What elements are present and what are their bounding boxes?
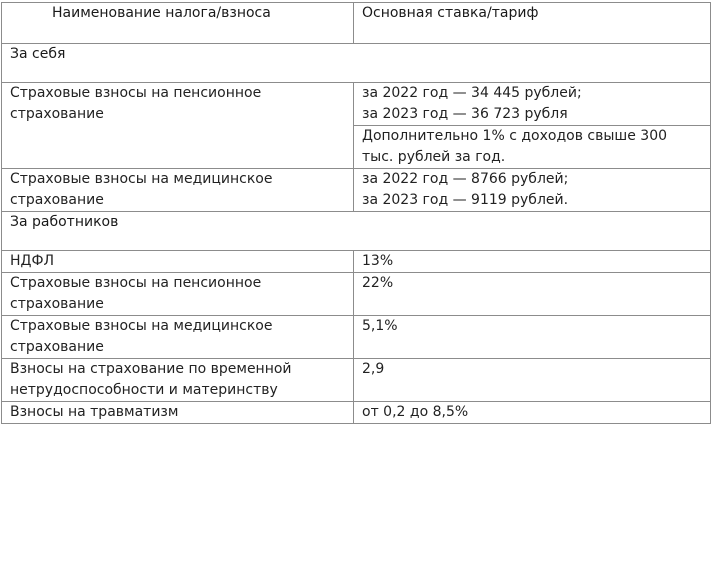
table-row: [2, 359, 711, 402]
tax-name-cell: [2, 169, 354, 212]
cell-line: страхование: [10, 296, 104, 312]
cell-line: 13%: [362, 253, 394, 269]
cell-line: за 2022 год — 8766 рублей;: [362, 171, 569, 187]
cell-line: нетрудоспособности и материнству: [10, 382, 278, 398]
cell-line: Дополнительно 1% с доходов свыше 300: [362, 128, 668, 144]
rate-cell: [354, 316, 711, 359]
cell-line: страхование: [10, 106, 104, 122]
rate-cell: [354, 169, 711, 212]
cell-line: за 2023 год — 9119 рублей.: [362, 192, 569, 208]
cell-line: Страховые взносы на медицинское: [10, 318, 273, 334]
cell-line: 2,9: [362, 361, 385, 377]
cell-line: Страховые взносы на пенсионное: [10, 85, 262, 101]
cell-line: Страховые взносы на пенсионное: [10, 275, 262, 291]
table-body: [2, 44, 711, 424]
table-row: [2, 83, 711, 126]
rate-cell: [354, 359, 711, 402]
rate-cell: [354, 402, 711, 424]
section-title: За себя: [2, 44, 711, 83]
cell-line: за 2022 год — 34 445 рублей;: [362, 85, 582, 101]
section-row: [2, 44, 711, 83]
tax-name-cell: [2, 359, 354, 402]
cell-line: тыс. рублей за год.: [362, 149, 506, 165]
cell-line: страхование: [10, 339, 104, 355]
header-tax-name: Наименование налога/взноса: [2, 3, 354, 44]
cell-line: НДФЛ: [10, 253, 55, 269]
cell-line: Страховые взносы на медицинское: [10, 171, 273, 187]
cell-line: Взносы на страхование по временной: [10, 361, 292, 377]
section-title: За работников: [2, 212, 711, 251]
table-row: [2, 402, 711, 424]
cell-line: 22%: [362, 275, 394, 291]
table-row: [2, 169, 711, 212]
rate-cell: [354, 83, 711, 126]
cell-line: Взносы на травматизм: [10, 404, 179, 420]
table-row: [2, 251, 711, 273]
cell-line: от 0,2 до 8,5%: [362, 404, 469, 420]
header-rate: Основная ставка/тариф: [354, 3, 711, 44]
tax-name-cell: [2, 83, 354, 169]
cell-line: страхование: [10, 192, 104, 208]
cell-line: за 2023 год — 36 723 рубля: [362, 106, 568, 122]
table-header-row: [2, 3, 711, 44]
rate-cell: [354, 251, 711, 273]
table-row: [2, 273, 711, 316]
table-row: [2, 316, 711, 359]
cell-line: 5,1%: [362, 318, 398, 334]
tax-name-cell: [2, 402, 354, 424]
tax-name-cell: [2, 316, 354, 359]
tax-name-cell: [2, 251, 354, 273]
section-row: [2, 212, 711, 251]
rate-cell: [354, 273, 711, 316]
tax-rates-table: [1, 2, 711, 424]
tax-name-cell: [2, 273, 354, 316]
rate-cell: [354, 126, 711, 169]
